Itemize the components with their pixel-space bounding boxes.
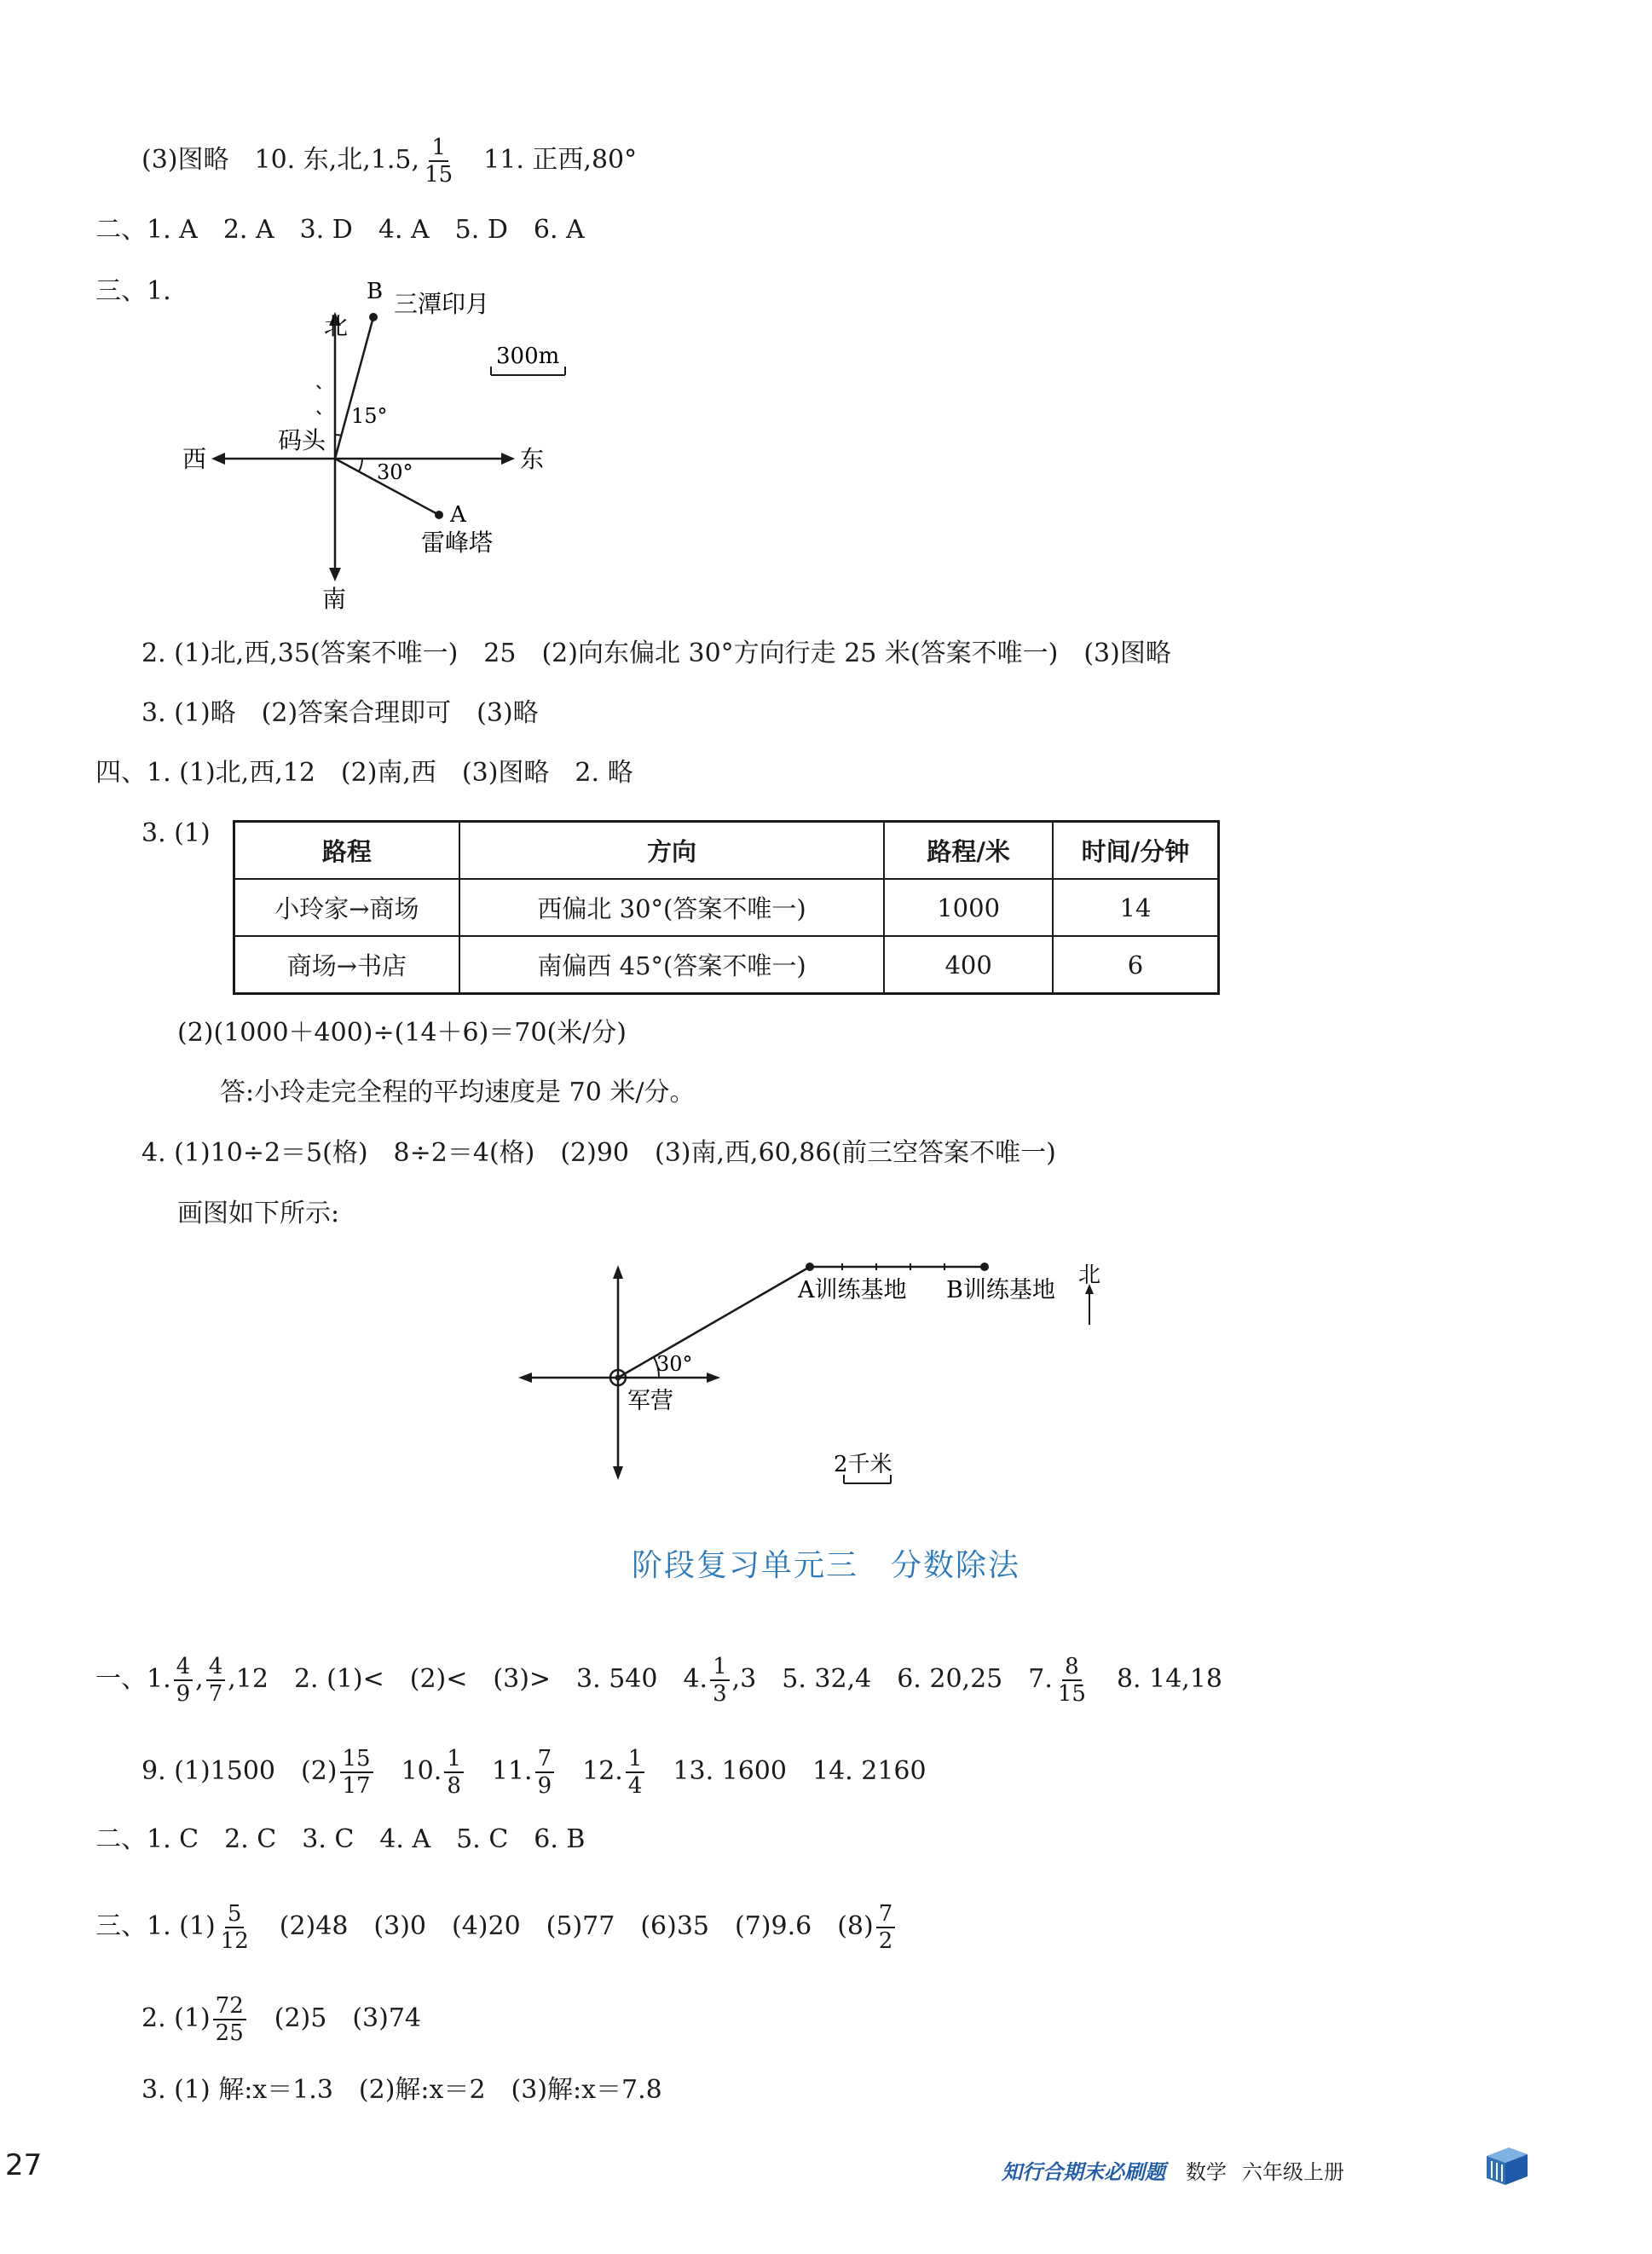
answer-line-5: 3. (1)略 (2)答案合理即可 (3)略 [142,698,539,728]
angle-arc-a [359,459,362,471]
west-label: 西 [182,445,207,473]
point-a-name: 雷峰塔 [421,529,494,557]
route-table [233,820,1220,995]
table-header-row [234,822,1219,880]
section-title: 阶段复习单元三 分数除法 [631,1548,1020,1583]
fraction: $\frac{1}{15}$ [425,135,453,188]
table-row [234,879,1219,936]
table-cell: 商场→书店 [234,936,459,994]
point-a-dot [435,511,443,519]
fraction: $\frac{4}{9}$ [174,1654,194,1707]
answer-line-s3-6: 3. (1) 解:x＝1.3 (2)解:x＝2 (3)解:x＝7.8 [142,2075,662,2105]
point-b-label: B [367,279,384,304]
scale-label: 2千米 [834,1452,892,1477]
east-arrow-icon [707,1373,720,1383]
footer [1002,2155,1360,2185]
base-b-label: B训练基地 [946,1277,1055,1303]
tick-mark [317,385,321,389]
answer-line-9: 答:小玲走完全程的平均速度是 70 米/分。 [220,1078,696,1107]
point-b-name: 三潭印月 [394,290,490,318]
answer-line-2: 二、1. A 2. A 3. D 4. A 5. D 6. A [95,215,585,245]
south-arrow-icon [329,568,341,581]
fraction: $\frac{7}{9}$ [535,1746,555,1799]
table-row [234,936,1219,994]
fraction: $\frac{1}{3}$ [710,1654,730,1707]
west-arrow-icon [211,453,225,465]
route-to-a [618,1267,810,1378]
answer-line-3: 三、1. [95,276,171,306]
answer-line-10: 4. (1)10÷2＝5(格) 8÷2＝4(格) (2)90 (3)南,西,60,86(前三空答案不唯一) [142,1138,1056,1168]
table-header: 路程 [234,822,459,880]
scale-label: 300m [496,344,560,369]
north-label: 北 [1078,1263,1101,1288]
angle-a-label: 30° [377,460,413,484]
east-label: 东 [520,445,545,473]
table-cell: 6 [1053,936,1219,994]
table-cell: 1000 [884,879,1053,936]
east-arrow-icon [501,453,515,465]
direction-map-1 [170,264,614,622]
table-header: 时间/分钟 [1053,822,1219,880]
table-header: 方向 [459,822,885,880]
table-cell: 小玲家→商场 [234,879,459,936]
book-icon [1483,2144,1531,2188]
angle-label: 30° [656,1352,693,1376]
origin-label: 码头 [278,426,326,454]
table-cell: 14 [1053,879,1219,936]
subject-label: 数学 [1186,2160,1227,2184]
south-label: 南 [322,585,347,613]
fraction: $\frac{1}{4}$ [626,1746,645,1799]
answer-line-1: (3)图略 10. 东,北,1.5, $\frac{1}{15}$ 11. 正西,80° [142,135,638,188]
answer-line-s3-3: 二、1. C 2. C 3. C 4. A 5. C 6. B [95,1824,586,1854]
west-arrow-icon [518,1373,532,1383]
answer-line-4: 2. (1)北,西,35(答案不唯一) 25 (2)向东偏北 30°方向行走 25 米(答案不唯一) (3)图略 [142,639,1171,668]
answer-line-7: 3. (1) [142,818,211,848]
north-arrow-icon [613,1265,623,1279]
answer-line-s3-1: 一、1. $\frac{4}{9}$ , $\frac{4}{7}$ ,12 2. (1)< (2)< (3)> 3. 540 4. $\frac{1}{3}$ ,3 5. 32,4 6. 20,25 7. $\frac{8}{15}$ 8. 14,18 [95,1654,1223,1707]
fraction: $\frac{1}{8}$ [444,1746,464,1799]
grade-label: 六年级上册 [1242,2160,1344,2184]
point-b-dot [369,313,378,321]
fraction: $\frac{15}{17}$ [340,1746,373,1799]
base-a-label: A训练基地 [798,1277,907,1303]
point-a-label: A [450,502,466,528]
answer-line-11: 画图如下所示: [177,1199,340,1228]
camp-label: 军营 [627,1388,673,1414]
table-cell: 400 [884,936,1053,994]
fraction: $\frac{72}{25}$ [213,1993,246,2046]
answer-line-6: 四、1. (1)北,西,12 (2)南,西 (3)图略 2. 略 [95,758,633,788]
fraction: $\frac{8}{15}$ [1057,1654,1086,1707]
answer-line-s3-4: 三、1. (1) $\frac{5}{12}$ (2)48 (3)0 (4)20 (5)77 (6)35 (7)9.6 (8) $\frac{7}{2}$ [95,1901,898,1954]
page-number: 27 [5,2148,43,2182]
south-arrow-icon [613,1466,623,1480]
base-b-dot [980,1263,989,1271]
direction-map-2 [511,1246,1125,1502]
brand-logo: 知行合期末必刷题 [1002,2160,1165,2184]
north-label: 北 [324,312,349,340]
angle-arc-b [335,435,342,436]
table-cell: 南偏西 45°(答案不唯一) [459,936,885,994]
table-header: 路程/米 [884,822,1053,880]
tick-mark [317,411,321,414]
answer-line-s3-5: 2. (1) $\frac{72}{25}$ (2)5 (3)74 [142,1993,422,2046]
answer-line-8: (2)(1000＋400)÷(14＋6)＝70(米/分) [177,1018,627,1048]
table-cell: 西偏北 30°(答案不唯一) [459,879,885,936]
angle-b-label: 15° [351,404,388,428]
fraction: $\frac{5}{12}$ [220,1901,249,1954]
fraction: $\frac{7}{2}$ [876,1901,896,1954]
fraction: $\frac{4}{7}$ [206,1654,226,1707]
answer-line-s3-2: 9. (1)1500 (2) $\frac{15}{17}$ 10. $\frac{1}{8}$ 11. $\frac{7}{9}$ 12. $\frac{1}{4}$ 13. 1600 14. 2160 [142,1746,927,1799]
